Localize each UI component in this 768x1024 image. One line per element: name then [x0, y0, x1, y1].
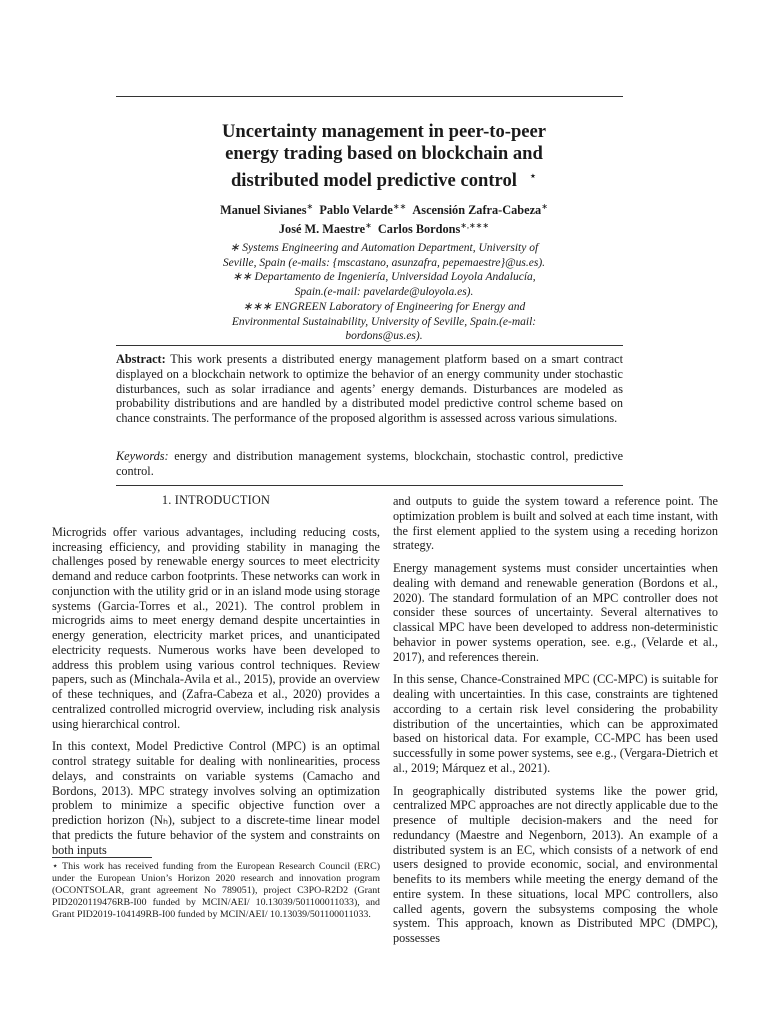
- author-mark: ∗,∗∗∗: [460, 221, 490, 231]
- paper-title: [116, 121, 652, 192]
- keywords-text: energy and distribution management systems, blockchain, stochastic control, predictive control.: [116, 449, 624, 478]
- body-paragraph: Microgrids offer various advantages, including reducing costs, increasing efficiency, and providing stability in managing the challenges posed by renewable energy sources to meet electricity demand and reduce carbon footprints. These networks can work in conjunction with the utility grid or in an island mode using storage systems (Garcia-Torres et al., 2021). The control problem in microgrids aims to meet energy demand despite uncertainties in energy generation, electricity market prices, and unanticipated electricity requests. Numerous works have been developed to address this problem using various control techniques. Review papers, such as (Minchala-Avila et al., 2015), provide an overview of these techniques, and (Zafra-Cabeza et al., 2020) provides a centralized controlled microgrid overview, including risk analysis using hierarchical control.: [52, 524, 380, 731]
- author-line-1: [116, 199, 652, 218]
- abstract-label: Abstract:: [116, 352, 166, 366]
- left-column: [52, 493, 380, 865]
- abstract-text: This work presents a distributed energy management platform based on a smart contract displayed on a blockchain network to optimize the behavior of an energy community under stochastic disturbances, such as solar irradiance and agents’ energy demands. Disturbances are modeled as probability distributions and are handled by a distributed model predictive control scheme based on chance constraints. The performance of the proposed algorithm is assessed across various simulations.: [116, 352, 624, 426]
- right-column: [393, 494, 718, 954]
- author-name: Pablo Velarde: [319, 203, 393, 218]
- section-heading: 1. INTRODUCTION: [161, 493, 271, 507]
- top-rule: [116, 96, 623, 97]
- affiliations: [116, 241, 652, 344]
- author-mark: ∗: [365, 221, 372, 231]
- author-name: Ascensión Zafra-Cabeza: [412, 203, 542, 218]
- abstract-bottom-rule: [116, 485, 623, 486]
- affiliation-line: Seville, Spain (e-mails: {mscastano, asunzafra, pepemaestre}@us.es).: [222, 256, 546, 269]
- author-mark: ∗∗: [392, 202, 407, 211]
- title-line-1: Uncertainty management in peer-to-peer: [221, 121, 547, 142]
- author-name: Carlos Bordons: [377, 222, 461, 237]
- keywords: [116, 449, 623, 479]
- affiliation-line: Environmental Sustainability, University of Seville, Spain.(e-mail:: [231, 315, 537, 328]
- author-name: José M. Maestre: [278, 222, 366, 237]
- affiliation-line: bordons@us.es).: [345, 330, 423, 343]
- abstract: [116, 352, 623, 426]
- author-mark: ∗: [306, 202, 314, 211]
- title-line-2: energy trading based on blockchain and: [225, 143, 543, 164]
- abstract-top-rule: [116, 345, 623, 346]
- body-paragraph: In this sense, Chance-Constrained MPC (CC-MPC) is suitable for dealing with uncertainties. In this case, constraints are tightened according to a certain risk level considering the probability distribution of the uncertainties, which can be approximated based on historical data. For example, CC-MPC has been used successfully in some power systems, see e.g., (Vergara-Dietrich et al., 2019; Márquez et al., 2021).: [393, 672, 718, 775]
- footnote: ⋆ This work has received funding from the European Research Council (ERC) under the European Union’s Horizon 2020 research and innovation program (OCONTSOLAR, grant agreement No 789051), project C3PO-R2D2 (Grant PID2020119476RB-I00 funded by MCIN/AEI/ 10.13039/501100011033), and Grant PID2019-104149RB-I00 funded by MCIN/AEI/ 10.13039/501100011033.: [52, 861, 380, 921]
- author-mark: ∗: [541, 202, 548, 211]
- author-list: [116, 199, 652, 237]
- affiliation-line: ∗ Systems Engineering and Automation Department, University of: [229, 242, 539, 254]
- body-paragraph: In geographically distributed systems like the power grid, centralized MPC approaches are not directly applicable due to the presence of multiple decision-makers and the need for redundancy (Maestre and Negenborn, 2013). An example of a distributed system is an EC, which consists of a network of end users designed to provide economic, social, and environmental benefits to its members while meeting the energy demand of the entire system. In these situations, local MPC controllers, also called agents, govern the subsystems composing the whole system. This approach, known as Distributed MPC (DMPC), possesses: [393, 783, 718, 945]
- body-paragraph: Energy management systems must consider uncertainties when dealing with demand and renewable generation (Bordons et al., 2020). The standard formulation of an MPC controller does not consider these sources of uncertainty. Several alternatives to classical MPC have been developed to address non-deterministic behavior in power systems operation, see. e.g., (Velarde et al., 2017), and references therein.: [393, 561, 718, 664]
- affiliation-line: ∗∗ Departamento de Ingeniería, Universidad Loyola Andalucía,: [232, 271, 536, 284]
- affiliation-line: ∗∗∗ ENGREEN Laboratory of Engineering for Energy and: [242, 300, 526, 313]
- title-line-3-text: distributed model predictive control: [230, 170, 517, 191]
- footnote-rule: [52, 857, 152, 858]
- title-footnote-star: ⋆: [528, 168, 538, 183]
- body-paragraph: In this context, Model Predictive Control (MPC) is an optimal control strategy suitable for dealing with nonlinearities, process delays, and constraints on variable systems (Camacho and Bordons, 2013). MPC strategy involves solving an optimization problem to minimize a specific objective function over a prediction horizon (Nₕ), subject to a discrete-time linear model that predicts the future behavior of the system and constraints on both inputs: [52, 739, 380, 857]
- affiliation-line: Spain.(e-mail: pavelarde@uloyola.es).: [294, 286, 474, 299]
- author-line-2: [116, 218, 652, 237]
- author-name: Manuel Sivianes: [220, 203, 307, 218]
- title-line-3: [116, 165, 652, 192]
- keywords-label: Keywords:: [116, 449, 169, 463]
- body-paragraph: and outputs to guide the system toward a reference point. The optimization problem is built and solved at each time instant, with the first element applied to the system using a receding horizon strategy.: [393, 494, 718, 553]
